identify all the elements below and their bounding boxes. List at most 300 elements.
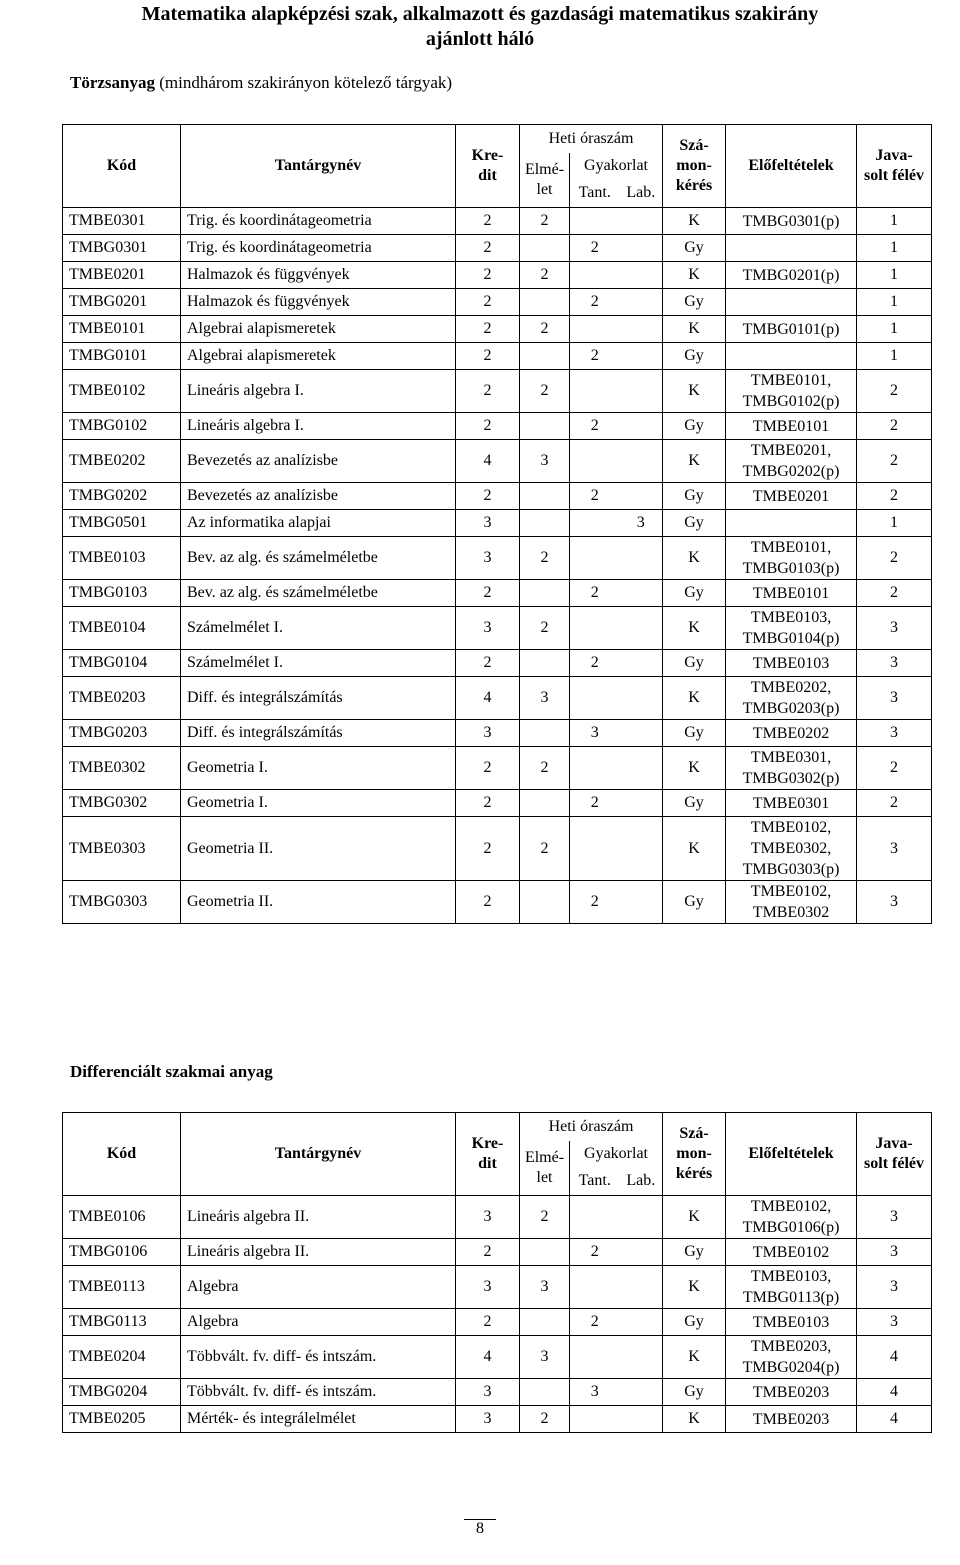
cell-szamonkeres: Gy xyxy=(663,289,726,316)
col-header-kredit-text: dit xyxy=(478,1155,497,1172)
cell-elofeltetelek xyxy=(726,208,857,235)
col-header-lab-text: Lab. xyxy=(626,184,656,202)
cell-kredit: 2 xyxy=(456,483,520,510)
cell-szamonkeres: Gy xyxy=(663,343,726,370)
cell-elofeltetelek xyxy=(726,343,857,370)
cell-javasolt-felev: 3 xyxy=(857,1239,932,1266)
col-header-szamonkeres-text: mon- xyxy=(676,157,712,174)
prereq-line: TMBE0203 xyxy=(752,1383,830,1401)
cell-tant: 2 xyxy=(570,1239,620,1266)
table-row xyxy=(63,790,932,817)
cell-javasolt-felev: 3 xyxy=(857,650,932,677)
cell-kod: TMBE0201 xyxy=(63,262,181,289)
cell-javasolt-felev: 2 xyxy=(857,370,932,413)
prereq-line: TMBE0101, xyxy=(750,539,832,556)
cell-tantargynev: Halmazok és függvények xyxy=(181,289,456,316)
table-row xyxy=(63,235,932,262)
cell-kredit: 2 xyxy=(456,1239,520,1266)
cell-szamonkeres: K xyxy=(663,440,726,483)
cell-kredit: 2 xyxy=(456,650,520,677)
cell-elmelet xyxy=(520,790,570,817)
table-row xyxy=(63,1196,932,1239)
cell-elmelet xyxy=(520,413,570,440)
prereq-line: TMBE0101 xyxy=(752,417,830,435)
section-heading-diff xyxy=(70,1062,273,1082)
cell-elmelet xyxy=(520,510,570,537)
cell-tantargynev: Algebra xyxy=(181,1309,456,1336)
col-header-elmelet-text: let xyxy=(536,1168,553,1186)
cell-kredit: 3 xyxy=(456,537,520,580)
cell-szamonkeres: Gy xyxy=(663,881,726,924)
col-header-kredit-text: Kre- xyxy=(471,1135,504,1152)
table-row xyxy=(63,413,932,440)
cell-javasolt-felev: 2 xyxy=(857,580,932,607)
curriculum-table-torzs xyxy=(62,124,932,924)
prereq-line: TMBE0302, xyxy=(750,840,832,857)
col-header-javasolt-felev-text: Java- xyxy=(875,1135,913,1152)
cell-tantargynev: Mérték- és integrálelmélet xyxy=(181,1406,456,1433)
cell-lab xyxy=(620,1196,663,1239)
cell-elmelet: 3 xyxy=(520,440,570,483)
cell-elmelet: 2 xyxy=(520,1406,570,1433)
cell-kod: TMBG0501 xyxy=(63,510,181,537)
cell-elofeltetelek xyxy=(726,720,857,747)
cell-tantargynev: Trig. és koordinátageometria xyxy=(181,208,456,235)
cell-elofeltetelek xyxy=(726,316,857,343)
cell-javasolt-felev: 2 xyxy=(857,413,932,440)
cell-kredit: 4 xyxy=(456,677,520,720)
cell-javasolt-felev: 1 xyxy=(857,510,932,537)
cell-szamonkeres: Gy xyxy=(663,1309,726,1336)
col-header-kredit-text: Kre- xyxy=(471,147,504,164)
prereq-line: TMBE0101, xyxy=(750,372,832,389)
cell-javasolt-felev: 3 xyxy=(857,720,932,747)
cell-elmelet xyxy=(520,235,570,262)
cell-elofeltetelek xyxy=(726,235,857,262)
cell-elofeltetelek xyxy=(726,537,857,580)
prereq-line: TMBE0202 xyxy=(752,724,830,742)
table-row xyxy=(63,343,932,370)
cell-kredit: 3 xyxy=(456,1196,520,1239)
cell-elofeltetelek xyxy=(726,1336,857,1379)
prereq-line: TMBG0203(p) xyxy=(742,700,840,717)
cell-elofeltetelek xyxy=(726,483,857,510)
cell-elmelet: 3 xyxy=(520,677,570,720)
cell-kod: TMBG0102 xyxy=(63,413,181,440)
prereq-line: TMBG0106(p) xyxy=(742,1219,840,1236)
cell-kod: TMBG0103 xyxy=(63,580,181,607)
cell-tantargynev: Geometria I. xyxy=(181,747,456,790)
cell-lab xyxy=(620,262,663,289)
cell-szamonkeres: K xyxy=(663,1266,726,1309)
cell-lab xyxy=(620,1336,663,1379)
cell-javasolt-felev: 4 xyxy=(857,1379,932,1406)
cell-lab: 3 xyxy=(620,510,663,537)
cell-kredit: 2 xyxy=(456,262,520,289)
cell-javasolt-felev: 1 xyxy=(857,208,932,235)
cell-szamonkeres: K xyxy=(663,677,726,720)
cell-elmelet xyxy=(520,1379,570,1406)
cell-tantargynev: Diff. és integrálszámítás xyxy=(181,677,456,720)
prereq-line: TMBE0203, xyxy=(750,1338,832,1355)
table-row xyxy=(63,817,932,881)
cell-tant: 2 xyxy=(570,1309,620,1336)
cell-elmelet xyxy=(520,1309,570,1336)
section-heading-bold: Törzsanyag xyxy=(70,73,155,92)
cell-kod: TMBE0113 xyxy=(63,1266,181,1309)
cell-lab xyxy=(620,316,663,343)
cell-elmelet xyxy=(520,343,570,370)
cell-kredit: 3 xyxy=(456,1379,520,1406)
prereq-line: TMBG0204(p) xyxy=(742,1359,840,1376)
col-header-lab xyxy=(620,180,663,208)
cell-tant xyxy=(570,817,620,881)
cell-elofeltetelek xyxy=(726,1309,857,1336)
cell-tant xyxy=(570,510,620,537)
cell-kredit: 2 xyxy=(456,1309,520,1336)
col-header-elofeltetelek-text: Előfeltételek xyxy=(748,157,834,174)
cell-javasolt-felev: 2 xyxy=(857,483,932,510)
prereq-line: TMBE0201, xyxy=(750,442,832,459)
cell-tant xyxy=(570,370,620,413)
prereq-line: TMBE0301 xyxy=(752,794,830,812)
cell-szamonkeres: K xyxy=(663,370,726,413)
prereq-line: TMBE0101 xyxy=(752,584,830,602)
cell-tant xyxy=(570,316,620,343)
cell-kredit: 2 xyxy=(456,289,520,316)
page-number: 8 xyxy=(0,1520,960,1538)
cell-tantargynev: Többvált. fv. diff- és intszám. xyxy=(181,1336,456,1379)
col-header-kod xyxy=(63,1113,181,1196)
prereq-line: TMBE0103 xyxy=(752,654,830,672)
col-header-szamonkeres-text: Szá- xyxy=(679,1125,709,1142)
cell-szamonkeres: Gy xyxy=(663,580,726,607)
col-header-elofeltetelek xyxy=(726,125,857,208)
cell-tant: 2 xyxy=(570,413,620,440)
col-header-lab-text: Lab. xyxy=(626,1172,656,1190)
cell-elofeltetelek xyxy=(726,1196,857,1239)
cell-szamonkeres: K xyxy=(663,262,726,289)
cell-kod: TMBG0301 xyxy=(63,235,181,262)
cell-elmelet: 3 xyxy=(520,1336,570,1379)
cell-lab xyxy=(620,677,663,720)
cell-elmelet: 2 xyxy=(520,208,570,235)
cell-elofeltetelek xyxy=(726,677,857,720)
cell-lab xyxy=(620,289,663,316)
cell-elofeltetelek xyxy=(726,650,857,677)
col-header-tant-text: Tant. xyxy=(578,184,611,202)
cell-elmelet xyxy=(520,881,570,924)
cell-tant: 2 xyxy=(570,483,620,510)
cell-javasolt-felev: 3 xyxy=(857,817,932,881)
cell-elmelet xyxy=(520,1239,570,1266)
cell-lab xyxy=(620,370,663,413)
cell-tant: 3 xyxy=(570,720,620,747)
cell-kredit: 3 xyxy=(456,607,520,650)
col-header-elofeltetelek xyxy=(726,1113,857,1196)
cell-szamonkeres: K xyxy=(663,817,726,881)
curriculum-table-differencialt xyxy=(62,1112,932,1433)
col-header-tantargynev xyxy=(181,125,456,208)
prereq-line: TMBG0202(p) xyxy=(742,463,840,480)
title-line-2: ajánlott háló xyxy=(425,28,535,50)
cell-tantargynev: Algebrai alapismeretek xyxy=(181,343,456,370)
cell-tant: 2 xyxy=(570,790,620,817)
cell-tant: 3 xyxy=(570,1379,620,1406)
cell-lab xyxy=(620,1239,663,1266)
cell-tant xyxy=(570,747,620,790)
cell-tantargynev: Lineáris algebra I. xyxy=(181,370,456,413)
cell-szamonkeres: Gy xyxy=(663,235,726,262)
cell-tantargynev: Geometria II. xyxy=(181,881,456,924)
col-header-szamonkeres xyxy=(663,125,726,208)
table-row xyxy=(63,208,932,235)
prereq-line: TMBG0303(p) xyxy=(742,861,840,878)
col-header-javasolt-felev-text: solt félév xyxy=(864,167,925,184)
table-row xyxy=(63,607,932,650)
cell-javasolt-felev: 3 xyxy=(857,881,932,924)
cell-lab xyxy=(620,413,663,440)
prereq-line: TMBE0203 xyxy=(752,1410,830,1428)
prereq-line: TMBE0103, xyxy=(750,609,832,626)
cell-tantargynev: Lineáris algebra I. xyxy=(181,413,456,440)
cell-javasolt-felev: 2 xyxy=(857,747,932,790)
cell-lab xyxy=(620,1406,663,1433)
col-header-tantargynev xyxy=(181,1113,456,1196)
cell-javasolt-felev: 1 xyxy=(857,289,932,316)
cell-elofeltetelek xyxy=(726,817,857,881)
prereq-line: TMBE0201 xyxy=(752,487,830,505)
cell-kod: TMBE0104 xyxy=(63,607,181,650)
cell-tantargynev: Bevezetés az analízisbe xyxy=(181,440,456,483)
cell-lab xyxy=(620,607,663,650)
cell-javasolt-felev: 4 xyxy=(857,1336,932,1379)
cell-tant xyxy=(570,208,620,235)
cell-tantargynev: Bevezetés az analízisbe xyxy=(181,483,456,510)
table-row xyxy=(63,747,932,790)
cell-kod: TMBG0202 xyxy=(63,483,181,510)
col-header-kod-text: Kód xyxy=(106,157,137,174)
cell-kredit: 2 xyxy=(456,580,520,607)
cell-elmelet: 2 xyxy=(520,1196,570,1239)
cell-kod: TMBE0301 xyxy=(63,208,181,235)
cell-szamonkeres: K xyxy=(663,607,726,650)
cell-kod: TMBG0113 xyxy=(63,1309,181,1336)
cell-kod: TMBE0302 xyxy=(63,747,181,790)
table-row xyxy=(63,1379,932,1406)
cell-lab xyxy=(620,580,663,607)
cell-kod: TMBE0102 xyxy=(63,370,181,413)
table-row xyxy=(63,881,932,924)
table-row xyxy=(63,720,932,747)
table-row xyxy=(63,440,932,483)
cell-javasolt-felev: 1 xyxy=(857,343,932,370)
cell-tantargynev: Bev. az alg. és számelméletbe xyxy=(181,537,456,580)
cell-javasolt-felev: 1 xyxy=(857,235,932,262)
col-header-javasolt-felev-text: solt félév xyxy=(864,1155,925,1172)
cell-tantargynev: Diff. és integrálszámítás xyxy=(181,720,456,747)
table-row xyxy=(63,1309,932,1336)
cell-elofeltetelek xyxy=(726,1239,857,1266)
col-header-kredit xyxy=(456,1113,520,1196)
cell-elofeltetelek xyxy=(726,747,857,790)
col-header-gyakorlat xyxy=(570,1141,663,1168)
cell-tantargynev: Algebra xyxy=(181,1266,456,1309)
cell-javasolt-felev: 3 xyxy=(857,1196,932,1239)
cell-lab xyxy=(620,1379,663,1406)
cell-szamonkeres: Gy xyxy=(663,413,726,440)
cell-elmelet xyxy=(520,289,570,316)
cell-javasolt-felev: 2 xyxy=(857,790,932,817)
cell-szamonkeres: K xyxy=(663,1406,726,1433)
cell-kod: TMBE0101 xyxy=(63,316,181,343)
table-row xyxy=(63,650,932,677)
cell-tant xyxy=(570,262,620,289)
cell-elofeltetelek xyxy=(726,289,857,316)
prereq-line: TMBE0102 xyxy=(752,1243,830,1261)
prereq-line: TMBG0103(p) xyxy=(742,560,840,577)
cell-kod: TMBG0204 xyxy=(63,1379,181,1406)
cell-javasolt-felev: 3 xyxy=(857,1309,932,1336)
cell-kod: TMBE0202 xyxy=(63,440,181,483)
cell-tant xyxy=(570,677,620,720)
cell-elofeltetelek xyxy=(726,580,857,607)
cell-szamonkeres: K xyxy=(663,747,726,790)
cell-lab xyxy=(620,208,663,235)
col-header-elmelet-text: Elmé- xyxy=(524,160,565,178)
cell-kod: TMBE0106 xyxy=(63,1196,181,1239)
cell-tant: 2 xyxy=(570,881,620,924)
cell-szamonkeres: Gy xyxy=(663,510,726,537)
page-title xyxy=(0,2,960,52)
cell-kredit: 2 xyxy=(456,235,520,262)
prereq-line: TMBG0301(p) xyxy=(742,212,840,230)
cell-kredit: 2 xyxy=(456,343,520,370)
cell-tantargynev: Számelmélet I. xyxy=(181,650,456,677)
cell-szamonkeres: Gy xyxy=(663,650,726,677)
prereq-line: TMBG0113(p) xyxy=(742,1289,840,1306)
cell-elofeltetelek xyxy=(726,262,857,289)
cell-elofeltetelek xyxy=(726,370,857,413)
cell-tantargynev: Geometria II. xyxy=(181,817,456,881)
col-header-elmelet-text: let xyxy=(536,180,553,198)
cell-tant: 2 xyxy=(570,235,620,262)
cell-tantargynev: Halmazok és függvények xyxy=(181,262,456,289)
cell-tantargynev: Trig. és koordinátageometria xyxy=(181,235,456,262)
section-heading-bold: Differenciált szakmai anyag xyxy=(70,1062,273,1081)
col-header-szamonkeres-text: kérés xyxy=(675,177,713,194)
cell-kod: TMBG0203 xyxy=(63,720,181,747)
cell-lab xyxy=(620,1309,663,1336)
cell-lab xyxy=(620,440,663,483)
col-header-heti-oraszam xyxy=(520,1113,663,1141)
col-header-javasolt-felev-text: Java- xyxy=(875,147,913,164)
col-header-kod xyxy=(63,125,181,208)
cell-lab xyxy=(620,235,663,262)
cell-kredit: 3 xyxy=(456,720,520,747)
cell-elofeltetelek xyxy=(726,607,857,650)
col-header-javasolt-felev xyxy=(857,125,932,208)
cell-tantargynev: Geometria I. xyxy=(181,790,456,817)
cell-szamonkeres: Gy xyxy=(663,483,726,510)
cell-kod: TMBE0303 xyxy=(63,817,181,881)
cell-elmelet xyxy=(520,720,570,747)
cell-kod: TMBG0101 xyxy=(63,343,181,370)
cell-kredit: 2 xyxy=(456,316,520,343)
table-row xyxy=(63,483,932,510)
cell-lab xyxy=(620,1266,663,1309)
col-header-gyakorlat-text: Gyakorlat xyxy=(584,157,648,174)
cell-lab xyxy=(620,483,663,510)
table-row xyxy=(63,580,932,607)
cell-elmelet: 2 xyxy=(520,607,570,650)
cell-elmelet: 2 xyxy=(520,316,570,343)
cell-tantargynev: Lineáris algebra II. xyxy=(181,1239,456,1266)
col-header-tantargynev-text: Tantárgynév xyxy=(274,1145,362,1162)
cell-javasolt-felev: 4 xyxy=(857,1406,932,1433)
col-header-elmelet xyxy=(520,1141,570,1196)
table-row xyxy=(63,537,932,580)
prereq-line: TMBE0302 xyxy=(752,904,830,921)
cell-szamonkeres: K xyxy=(663,537,726,580)
cell-kod: TMBG0104 xyxy=(63,650,181,677)
cell-kod: TMBE0103 xyxy=(63,537,181,580)
prereq-line: TMBG0101(p) xyxy=(742,320,840,338)
cell-lab xyxy=(620,720,663,747)
col-header-tant xyxy=(570,1168,620,1196)
prereq-line: TMBE0102, xyxy=(750,819,832,836)
col-header-elmelet-text: Elmé- xyxy=(524,1148,565,1166)
cell-szamonkeres: Gy xyxy=(663,1239,726,1266)
cell-elmelet xyxy=(520,483,570,510)
cell-kredit: 3 xyxy=(456,510,520,537)
prereq-line: TMBE0103 xyxy=(752,1313,830,1331)
cell-tant xyxy=(570,1406,620,1433)
cell-tant: 2 xyxy=(570,650,620,677)
cell-lab xyxy=(620,881,663,924)
cell-lab xyxy=(620,790,663,817)
cell-tant xyxy=(570,1336,620,1379)
cell-elmelet: 2 xyxy=(520,817,570,881)
cell-javasolt-felev: 2 xyxy=(857,440,932,483)
cell-elmelet xyxy=(520,580,570,607)
cell-szamonkeres: K xyxy=(663,1336,726,1379)
cell-tant: 2 xyxy=(570,580,620,607)
cell-elofeltetelek xyxy=(726,440,857,483)
col-header-szamonkeres-text: Szá- xyxy=(679,137,709,154)
col-header-szamonkeres-text: mon- xyxy=(676,1145,712,1162)
cell-elofeltetelek xyxy=(726,413,857,440)
cell-kredit: 3 xyxy=(456,1406,520,1433)
cell-javasolt-felev: 3 xyxy=(857,677,932,720)
cell-tantargynev: Algebrai alapismeretek xyxy=(181,316,456,343)
col-header-heti-oraszam-text: Heti óraszám xyxy=(548,1117,634,1135)
cell-szamonkeres: Gy xyxy=(663,720,726,747)
table-row xyxy=(63,510,932,537)
cell-szamonkeres: K xyxy=(663,316,726,343)
col-header-heti-oraszam xyxy=(520,125,663,153)
cell-kredit: 2 xyxy=(456,413,520,440)
cell-elofeltetelek xyxy=(726,790,857,817)
cell-elofeltetelek xyxy=(726,881,857,924)
cell-kredit: 2 xyxy=(456,790,520,817)
section-heading-rest: (mindhárom szakirányon kötelező tárgyak) xyxy=(155,73,453,92)
cell-elmelet: 2 xyxy=(520,370,570,413)
cell-elmelet: 2 xyxy=(520,747,570,790)
col-header-javasolt-felev xyxy=(857,1113,932,1196)
cell-kredit: 4 xyxy=(456,440,520,483)
col-header-elmelet xyxy=(520,153,570,208)
